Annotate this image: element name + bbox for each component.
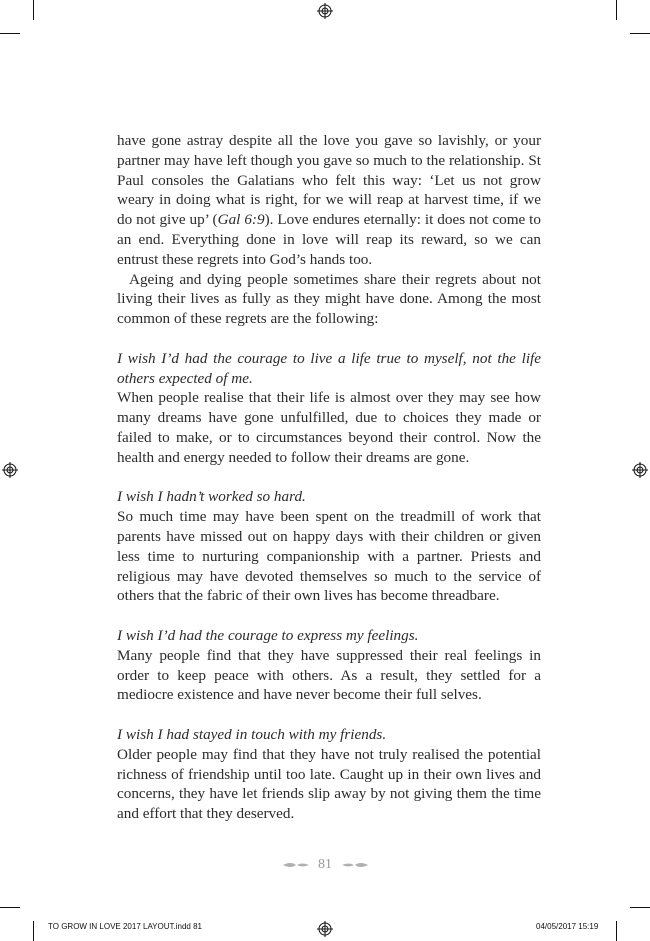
crop-mark xyxy=(33,921,34,941)
crop-mark xyxy=(616,921,617,941)
body-text xyxy=(117,131,541,824)
crop-mark xyxy=(630,907,650,908)
registration-mark-icon xyxy=(632,462,648,478)
scripture-reference: Gal 6:9 xyxy=(217,211,265,229)
section-heading: I wish I’d had the courage to express my feelings. xyxy=(117,626,419,644)
page-folio xyxy=(0,857,650,873)
body-paragraph xyxy=(117,507,541,606)
registration-mark-icon xyxy=(2,462,18,478)
page-number: 81 xyxy=(318,857,332,872)
section-heading: I wish I had stayed in touch with my friends. xyxy=(117,725,387,743)
crop-mark xyxy=(616,0,617,20)
left-ornament-icon xyxy=(283,861,309,869)
slug-date: 04/05/2017 15:19 xyxy=(536,922,599,931)
crop-mark xyxy=(33,0,34,20)
body-paragraph xyxy=(117,388,541,467)
crop-mark xyxy=(0,33,20,34)
section-heading: I wish I’d had the courage to live a life true to myself, not the life others expected of me. xyxy=(117,349,541,387)
crop-mark xyxy=(0,907,20,908)
body-paragraph xyxy=(117,131,541,270)
registration-mark-icon xyxy=(317,3,333,19)
paragraph-text: Many people find that they have suppressed their real feelings in order to keep peace with others. As a result, they settled for a mediocre existence and have never become their full selves. xyxy=(117,646,541,704)
slug-filename: TO GROW IN LOVE 2017 LAYOUT.indd 81 xyxy=(48,922,202,931)
body-paragraph xyxy=(117,270,541,329)
paragraph-text: When people realise that their life is almost over they may see how many dreams have gone unfulfilled, due to choices they made or failed to make, or to circumstances beyond their control. Now the health and energy needed to follow their dreams are gone. xyxy=(117,389,541,466)
right-ornament-icon xyxy=(342,861,368,869)
section-heading: I wish I hadn’t worked so hard. xyxy=(117,488,306,506)
paragraph-text: So much time may have been spent on the treadmill of work that parents have missed out on happy days with their children or given less time to nurturing companionship with a partner. Priests and religious may have devoted themselves so much to the service of others that the fabric of their own lives has become threadbare. xyxy=(117,508,541,605)
paragraph-text: ). Love endures eternally: it does not come to an end. Everything done in love will reap its reward, so we can entrust these regrets into God’s hands too. xyxy=(117,211,541,268)
body-paragraph xyxy=(117,646,541,705)
paragraph-text: Ageing and dying people sometimes share their regrets about not living their lives as fully as they might have done. Among the most common of these regrets are the following: xyxy=(117,270,541,328)
registration-mark-icon xyxy=(317,921,333,937)
paragraph-text: have gone astray despite all the love you gave so lavishly, or your partner may have left though you gave so much to the relationship. St Paul consoles the Galatians who felt this way: ‘Let us not grow weary in doing what is right, for we will reap at harvest time, if we do not give up’ ( xyxy=(117,132,541,229)
paragraph-text: Older people may find that they have not truly realised the potential richness of friendship until too late. Caught up in their own lives and concerns, they have let friends slip away by not giving them the time and effort that they deserved. xyxy=(117,745,541,823)
body-paragraph xyxy=(117,745,541,824)
crop-mark xyxy=(630,33,650,34)
